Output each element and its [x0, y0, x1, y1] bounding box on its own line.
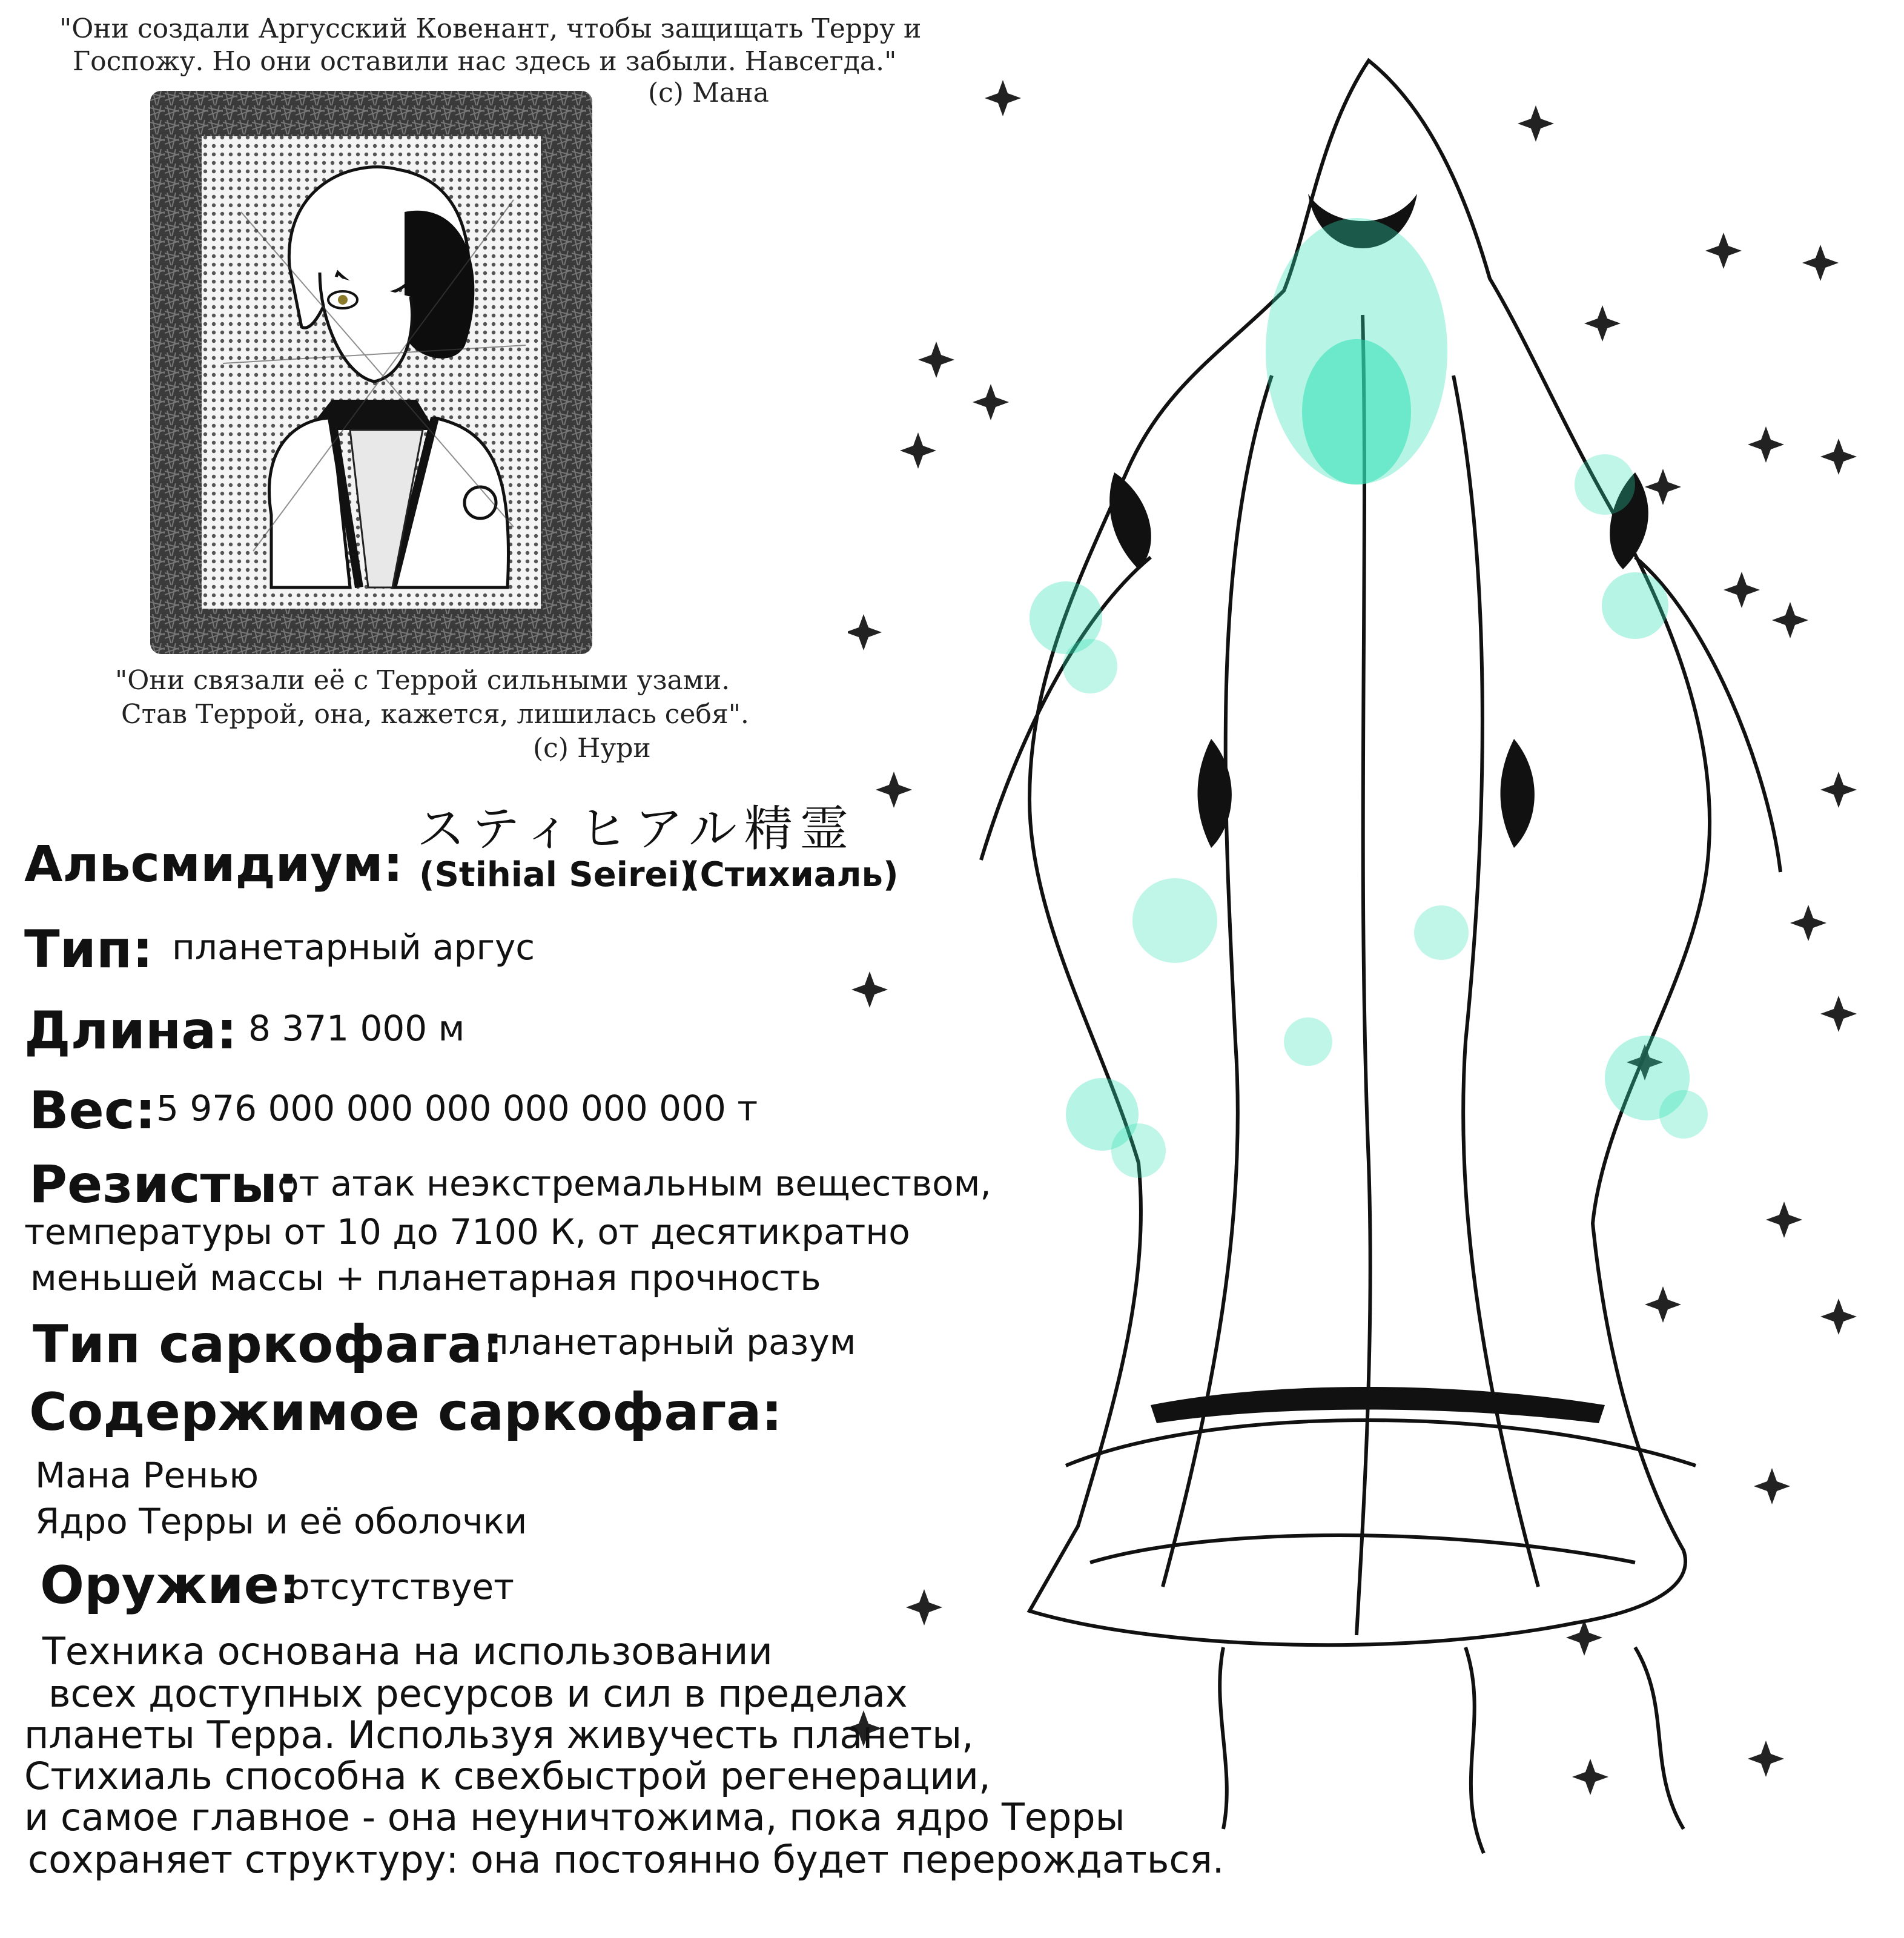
- quote-mana-credit: (с) Мана: [648, 78, 769, 108]
- quote-mana-line2: Госпожу. Но они оставили нас здесь и забыли. Навсегда.": [73, 46, 897, 77]
- resists-line3: меньшей массы + планетарная прочность: [30, 1257, 821, 1298]
- quote-mana-line1: "Они создали Аргусский Ковенант, чтобы защищать Терру и: [59, 13, 922, 44]
- length-label: Длина:: [24, 1000, 237, 1061]
- length-value: 8 371 000 м: [248, 1008, 465, 1049]
- resists-label: Резисты:: [29, 1154, 299, 1215]
- technique-line-5: и самое главное - она неуничтожима, пока ядро Терры: [24, 1795, 1125, 1839]
- weapon-label: Оружие:: [40, 1555, 300, 1616]
- portrait-illustration: [150, 91, 592, 654]
- creature-illustration: [848, 12, 1904, 1890]
- quote-nuri-credit: (с) Нури: [533, 733, 651, 764]
- name-romaji: (Stihial Seirei): [419, 855, 695, 895]
- technique-line-2: всех доступных ресурсов и сил в пределах: [48, 1672, 908, 1716]
- contents-label: Содержимое саркофага:: [29, 1382, 782, 1443]
- sarcophagus-type-value: планетарный разум: [486, 1321, 856, 1363]
- technique-line-1: Техника основана на использовании: [42, 1629, 773, 1673]
- technique-line-3: планеты Терра. Используя живучесть планеты,: [24, 1713, 974, 1757]
- quote-nuri-line2: Став Террой, она, кажется, лишилась себя".: [121, 699, 749, 730]
- resists-line2: температуры от 10 до 7100 К, от десятикратно: [24, 1211, 910, 1252]
- technique-line-6: сохраняет структуру: она постоянно будет перерождаться.: [28, 1837, 1225, 1882]
- weapon-value: отсутствует: [288, 1566, 514, 1607]
- name-label: Альсмидиум:: [24, 836, 403, 893]
- weight-label: Вес:: [29, 1080, 156, 1141]
- contents-item-2: Ядро Терры и её оболочки: [35, 1501, 527, 1542]
- quote-nuri-line1: "Они связали её с Террой сильными узами.: [115, 665, 730, 696]
- sarcophagus-type-label: Тип саркофага:: [33, 1314, 504, 1375]
- resists-line1: от атак неэкстремальным веществом,: [277, 1163, 991, 1204]
- type-label: Тип:: [24, 919, 153, 980]
- technique-line-4: Стихиаль способна к свехбыстрой регенерации,: [24, 1754, 991, 1798]
- weight-value: 5 976 000 000 000 000 000 000 т: [156, 1088, 758, 1129]
- name-russian: (Стихиаль): [684, 855, 899, 895]
- teal-energy: [1030, 218, 1708, 1178]
- type-value: планетарный аргус: [172, 927, 535, 968]
- contents-item-1: Мана Ренью: [35, 1455, 259, 1496]
- name-japanese: スティヒアル精霊: [417, 801, 856, 857]
